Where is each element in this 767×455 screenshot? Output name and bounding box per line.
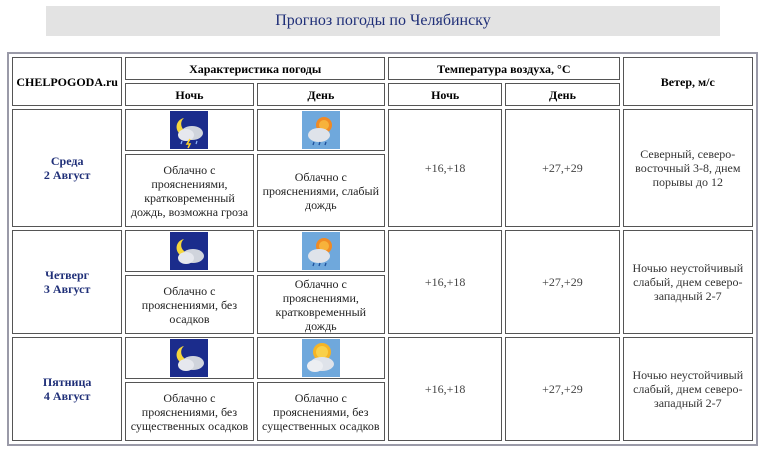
day-temp: +27,+29 [505, 109, 619, 227]
moon-cloud-icon [170, 339, 208, 377]
day-temp-subheader: День [505, 83, 619, 106]
sun-cloud-rain-icon [302, 232, 340, 270]
day-description: Облачно с прояснениями, слабый дождь [257, 154, 385, 227]
wind-info: Ночью неустойчивый слабый, днем северо-западный 2-7 [623, 230, 753, 334]
night-description: Облачно с прояснениями, без существенных осадков [125, 382, 253, 441]
wind-header: Ветер, м/с [623, 57, 753, 106]
moon-cloud-icon [170, 232, 208, 270]
site-name: CHELPOGODA.ru [12, 57, 122, 106]
wind-info: Северный, северо-восточный 3-8, днем порывы до 12 [623, 109, 753, 227]
day-description: Облачно с прояснениями, кратковременный дождь [257, 275, 385, 334]
day-subheader: День [257, 83, 385, 106]
night-icon-cell [125, 230, 253, 272]
sun-cloud-rain-icon [302, 111, 340, 149]
night-description: Облачно с прояснениями, кратковременный дождь, возможна гроза [125, 154, 253, 227]
date: 2 Август [43, 168, 91, 182]
day-temp: +27,+29 [505, 230, 619, 334]
day-icon-cell [257, 337, 385, 379]
sun-cloud-icon [302, 339, 340, 377]
wind-info: Ночью неустойчивый слабый, днем северо-западный 2-7 [623, 337, 753, 441]
night-temp: +16,+18 [388, 109, 502, 227]
day-cell [12, 337, 122, 441]
weekday: Четверг [45, 268, 90, 282]
moon-cloud-rain-thunder-icon [170, 111, 208, 149]
night-icon-cell [125, 109, 253, 151]
night-temp-subheader: Ночь [388, 83, 502, 106]
page-title-text: Прогноз погоды по Челябинску [275, 12, 491, 29]
page-title [46, 6, 720, 36]
day-icon-cell [257, 230, 385, 272]
weather-char-header: Характеристика погоды [125, 57, 385, 80]
weekday: Пятница [42, 375, 92, 389]
day-cell [12, 230, 122, 334]
day-description: Облачно с прояснениями, без существенных осадков [257, 382, 385, 441]
day-icon-cell [257, 109, 385, 151]
night-description: Облачно с прояснениями, без осадков [125, 275, 253, 334]
weekday: Среда [50, 154, 84, 168]
night-subheader: Ночь [125, 83, 253, 106]
night-temp: +16,+18 [388, 337, 502, 441]
night-icon-cell [125, 337, 253, 379]
night-temp: +16,+18 [388, 230, 502, 334]
day-temp: +27,+29 [505, 337, 619, 441]
date: 3 Август [43, 282, 91, 296]
air-temp-header: Температура воздуха, °С [388, 57, 620, 80]
day-cell [12, 109, 122, 227]
date: 4 Август [43, 389, 91, 403]
forecast-table [7, 52, 758, 446]
